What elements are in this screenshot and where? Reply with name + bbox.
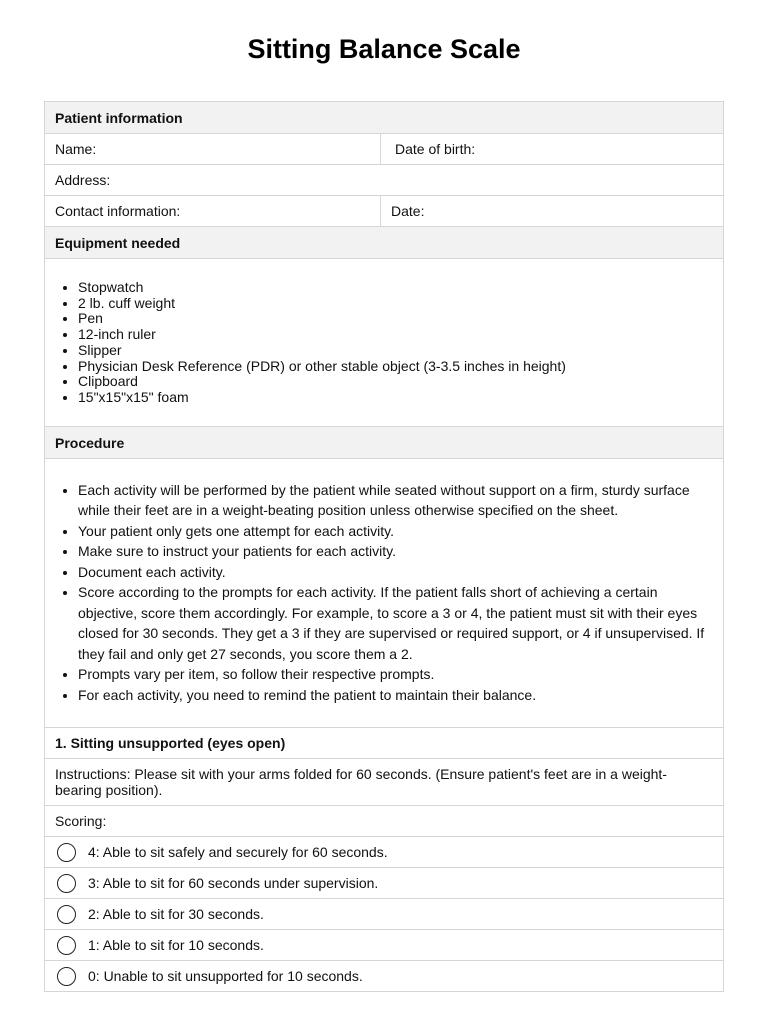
score-option-2[interactable] <box>45 899 723 930</box>
assessment-form <box>44 101 724 992</box>
list-item: • Document each activity. <box>78 562 713 583</box>
score-option-label: 0: Unable to sit unsupported for 10 seconds. <box>88 968 363 985</box>
list-item: • Each activity will be performed by the patient while seated without support on a firm, sturdy surface while their feet are in a weight-beating position unless otherwise specified on the sheet. <box>78 480 713 521</box>
procedure-heading: Procedure <box>45 427 723 459</box>
score-option-label: 1: Able to sit for 10 seconds. <box>88 937 264 954</box>
score-option-label: 4: Able to sit safely and securely for 60 seconds. <box>88 844 388 861</box>
list-item: • Stopwatch <box>78 280 713 296</box>
contact-date-row <box>45 196 723 227</box>
list-item: • Prompts vary per item, so follow their respective prompts. <box>78 664 713 685</box>
list-item: • Make sure to instruct your patients for each activity. <box>78 541 713 562</box>
list-item: • 12-inch ruler <box>78 327 713 343</box>
date-field[interactable]: Date: <box>391 203 425 219</box>
score-option-label: 2: Able to sit for 30 seconds. <box>88 906 264 923</box>
item1-scoring-label: Scoring: <box>45 806 723 837</box>
page-title: Sitting Balance Scale <box>247 34 521 64</box>
item1-instructions: Instructions: Please sit with your arms folded for 60 seconds. (Ensure patient's feet are in a weight-bearing position). <box>45 759 723 806</box>
name-dob-row <box>45 134 723 165</box>
score-option-4[interactable] <box>45 837 723 868</box>
list-item: • 2 lb. cuff weight <box>78 296 713 312</box>
item1-heading: 1. Sitting unsupported (eyes open) <box>45 728 723 759</box>
radio-button-icon[interactable] <box>57 874 76 893</box>
dob-field[interactable] <box>381 134 723 164</box>
equipment-list <box>55 280 713 406</box>
address-field[interactable]: Address: <box>45 165 723 196</box>
procedure-list <box>55 480 713 706</box>
dob-label: Date of birth: <box>395 141 476 157</box>
score-option-0[interactable] <box>45 961 723 992</box>
equipment-heading: Equipment needed <box>45 227 723 259</box>
contact-field[interactable]: Contact information: <box>45 196 381 226</box>
radio-button-icon[interactable] <box>57 967 76 986</box>
name-field[interactable]: Name: <box>45 134 381 164</box>
list-item: • 15"x15"x15" foam <box>78 390 713 406</box>
radio-button-icon[interactable] <box>57 936 76 955</box>
score-option-3[interactable] <box>45 868 723 899</box>
list-item: • Score according to the prompts for each activity. If the patient falls short of achieving a certain objective, score them accordingly. For example, to score a 3 or 4, the patient must sit with their eyes closed for 30 seconds. They get a 3 if they are supervised or required support, or 4 if unsupervised. If they fail and only get 27 seconds, you score them a 2. <box>78 582 713 664</box>
list-item: • Clipboard <box>78 374 713 390</box>
patient-info-heading: Patient information <box>45 102 723 134</box>
list-item: • Pen <box>78 311 713 327</box>
radio-button-icon[interactable] <box>57 843 76 862</box>
list-item: • Slipper <box>78 343 713 359</box>
equipment-section <box>45 259 723 427</box>
score-option-1[interactable] <box>45 930 723 961</box>
list-item: • Physician Desk Reference (PDR) or other stable object (3-3.5 inches in height) <box>78 359 713 375</box>
procedure-section <box>45 459 723 729</box>
radio-button-icon[interactable] <box>57 905 76 924</box>
list-item: • Your patient only gets one attempt for each activity. <box>78 521 713 542</box>
list-item: • For each activity, you need to remind the patient to maintain their balance. <box>78 685 713 706</box>
score-option-label: 3: Able to sit for 60 seconds under supervision. <box>88 875 379 892</box>
